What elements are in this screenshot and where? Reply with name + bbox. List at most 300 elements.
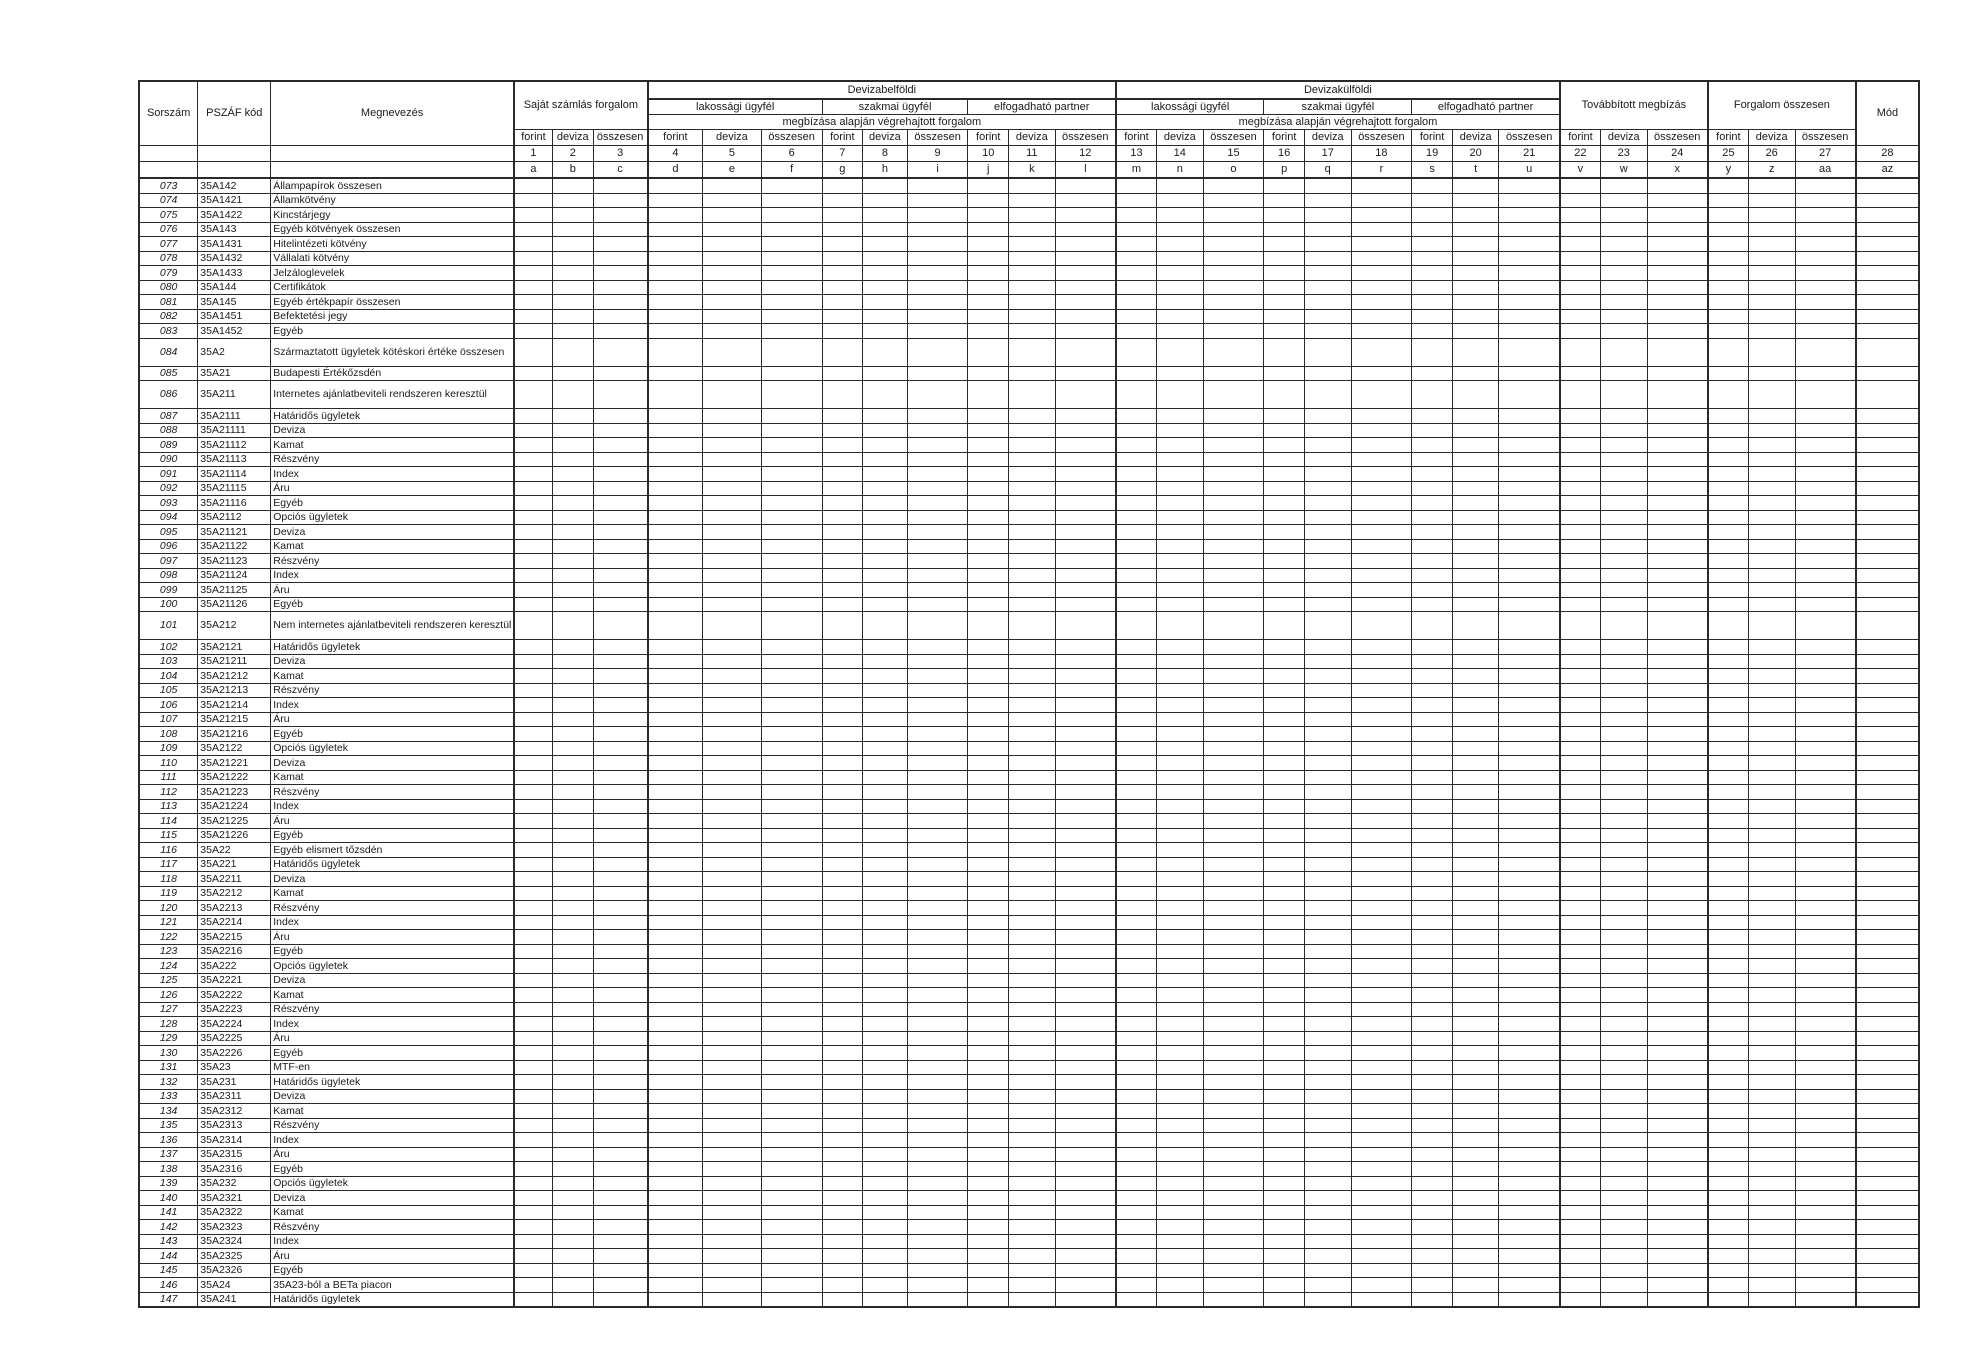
value-cell[interactable] [1009,872,1056,887]
value-cell[interactable] [1203,496,1264,511]
value-cell[interactable] [702,481,761,496]
value-cell[interactable] [702,467,761,482]
value-cell[interactable] [1856,366,1919,381]
value-cell[interactable] [863,409,908,424]
value-cell[interactable] [514,683,553,698]
value-cell[interactable] [1856,597,1919,612]
value-cell[interactable] [1600,1292,1647,1307]
value-cell[interactable] [1156,1017,1203,1032]
value-cell[interactable] [761,208,822,223]
value-cell[interactable] [1203,886,1264,901]
value-cell[interactable] [702,452,761,467]
value-cell[interactable] [1009,539,1056,554]
value-cell[interactable] [1600,1234,1647,1249]
value-cell[interactable] [1600,381,1647,409]
value-cell[interactable] [1009,295,1056,310]
value-cell[interactable] [1600,467,1647,482]
value-cell[interactable] [593,280,648,295]
value-cell[interactable] [1647,1104,1708,1119]
value-cell[interactable] [1304,1176,1351,1191]
value-cell[interactable] [1647,583,1708,598]
value-cell[interactable] [1412,193,1453,208]
value-cell[interactable] [702,237,761,252]
value-cell[interactable] [1203,930,1264,945]
value-cell[interactable] [1748,338,1795,366]
value-cell[interactable] [1203,338,1264,366]
value-cell[interactable] [1156,1278,1203,1293]
value-cell[interactable] [822,843,863,858]
value-cell[interactable] [514,381,553,409]
value-cell[interactable] [1600,799,1647,814]
value-cell[interactable] [1795,683,1856,698]
value-cell[interactable] [863,266,908,281]
value-cell[interactable] [593,1060,648,1075]
value-cell[interactable] [1116,683,1157,698]
value-cell[interactable] [1304,554,1351,569]
value-cell[interactable] [514,481,553,496]
value-cell[interactable] [1499,178,1560,193]
value-cell[interactable] [1009,324,1056,339]
value-cell[interactable] [1795,496,1856,511]
value-cell[interactable] [1499,915,1560,930]
value-cell[interactable] [1304,1002,1351,1017]
value-cell[interactable] [1304,438,1351,453]
value-cell[interactable] [1452,814,1499,829]
value-cell[interactable] [1412,770,1453,785]
value-cell[interactable] [1156,727,1203,742]
value-cell[interactable] [1452,452,1499,467]
value-cell[interactable] [1499,959,1560,974]
value-cell[interactable] [1412,712,1453,727]
value-cell[interactable] [1856,683,1919,698]
value-cell[interactable] [1708,640,1749,655]
value-cell[interactable] [1304,886,1351,901]
value-cell[interactable] [1499,1191,1560,1206]
value-cell[interactable] [648,973,703,988]
value-cell[interactable] [1708,510,1749,525]
value-cell[interactable] [593,669,648,684]
value-cell[interactable] [1560,1220,1601,1235]
value-cell[interactable] [1351,1031,1412,1046]
value-cell[interactable] [1452,423,1499,438]
value-cell[interactable] [648,756,703,771]
value-cell[interactable] [1055,712,1116,727]
value-cell[interactable] [863,1292,908,1307]
value-cell[interactable] [1116,193,1157,208]
value-cell[interactable] [863,554,908,569]
value-cell[interactable] [702,669,761,684]
value-cell[interactable] [1055,295,1116,310]
value-cell[interactable] [1264,785,1305,800]
value-cell[interactable] [1600,988,1647,1003]
value-cell[interactable] [1055,901,1116,916]
value-cell[interactable] [514,1263,553,1278]
value-cell[interactable] [1560,857,1601,872]
value-cell[interactable] [822,1278,863,1293]
value-cell[interactable] [514,973,553,988]
value-cell[interactable] [1499,698,1560,713]
value-cell[interactable] [1795,568,1856,583]
value-cell[interactable] [863,872,908,887]
value-cell[interactable] [1499,280,1560,295]
value-cell[interactable] [1560,843,1601,858]
value-cell[interactable] [1351,756,1412,771]
value-cell[interactable] [1560,944,1601,959]
value-cell[interactable] [1499,612,1560,640]
value-cell[interactable] [907,973,968,988]
value-cell[interactable] [1748,208,1795,223]
value-cell[interactable] [552,280,593,295]
value-cell[interactable] [1203,525,1264,540]
value-cell[interactable] [822,799,863,814]
value-cell[interactable] [968,266,1009,281]
value-cell[interactable] [1156,295,1203,310]
value-cell[interactable] [1412,1249,1453,1264]
value-cell[interactable] [1203,698,1264,713]
value-cell[interactable] [907,756,968,771]
value-cell[interactable] [514,1017,553,1032]
value-cell[interactable] [1264,828,1305,843]
value-cell[interactable] [1304,381,1351,409]
value-cell[interactable] [1351,266,1412,281]
value-cell[interactable] [822,1118,863,1133]
value-cell[interactable] [1009,1017,1056,1032]
value-cell[interactable] [1600,539,1647,554]
value-cell[interactable] [1795,266,1856,281]
value-cell[interactable] [702,525,761,540]
value-cell[interactable] [1009,712,1056,727]
value-cell[interactable] [648,423,703,438]
value-cell[interactable] [1156,266,1203,281]
value-cell[interactable] [1116,481,1157,496]
value-cell[interactable] [593,1002,648,1017]
value-cell[interactable] [1055,698,1116,713]
value-cell[interactable] [593,1118,648,1133]
value-cell[interactable] [822,525,863,540]
value-cell[interactable] [1499,1263,1560,1278]
value-cell[interactable] [1351,959,1412,974]
value-cell[interactable] [1708,612,1749,640]
value-cell[interactable] [1264,1104,1305,1119]
value-cell[interactable] [1795,1002,1856,1017]
value-cell[interactable] [1055,423,1116,438]
value-cell[interactable] [1055,193,1116,208]
value-cell[interactable] [1795,712,1856,727]
value-cell[interactable] [1055,799,1116,814]
value-cell[interactable] [1009,237,1056,252]
value-cell[interactable] [702,785,761,800]
value-cell[interactable] [1156,756,1203,771]
value-cell[interactable] [552,988,593,1003]
value-cell[interactable] [514,872,553,887]
value-cell[interactable] [1708,698,1749,713]
value-cell[interactable] [1748,1002,1795,1017]
value-cell[interactable] [1055,280,1116,295]
value-cell[interactable] [1856,886,1919,901]
value-cell[interactable] [593,1292,648,1307]
value-cell[interactable] [552,237,593,252]
value-cell[interactable] [863,208,908,223]
value-cell[interactable] [907,324,968,339]
value-cell[interactable] [1795,481,1856,496]
value-cell[interactable] [648,1205,703,1220]
value-cell[interactable] [1647,944,1708,959]
value-cell[interactable] [1055,1147,1116,1162]
value-cell[interactable] [1304,1133,1351,1148]
value-cell[interactable] [1055,510,1116,525]
value-cell[interactable] [514,1104,553,1119]
value-cell[interactable] [1795,1278,1856,1293]
value-cell[interactable] [1412,583,1453,598]
value-cell[interactable] [1708,409,1749,424]
value-cell[interactable] [1116,409,1157,424]
value-cell[interactable] [1748,266,1795,281]
value-cell[interactable] [1116,886,1157,901]
value-cell[interactable] [1748,828,1795,843]
value-cell[interactable] [761,1118,822,1133]
value-cell[interactable] [1351,930,1412,945]
value-cell[interactable] [1412,510,1453,525]
value-cell[interactable] [1009,886,1056,901]
value-cell[interactable] [907,1176,968,1191]
value-cell[interactable] [761,1104,822,1119]
value-cell[interactable] [1560,1046,1601,1061]
value-cell[interactable] [907,857,968,872]
value-cell[interactable] [593,1104,648,1119]
value-cell[interactable] [1499,1176,1560,1191]
value-cell[interactable] [1264,583,1305,598]
value-cell[interactable] [1264,1031,1305,1046]
value-cell[interactable] [822,366,863,381]
value-cell[interactable] [968,381,1009,409]
value-cell[interactable] [968,409,1009,424]
value-cell[interactable] [514,266,553,281]
value-cell[interactable] [1856,756,1919,771]
value-cell[interactable] [593,901,648,916]
value-cell[interactable] [702,1249,761,1264]
value-cell[interactable] [1412,785,1453,800]
value-cell[interactable] [1351,539,1412,554]
value-cell[interactable] [1203,554,1264,569]
value-cell[interactable] [1264,324,1305,339]
value-cell[interactable] [1499,712,1560,727]
value-cell[interactable] [1412,309,1453,324]
value-cell[interactable] [1748,959,1795,974]
value-cell[interactable] [1647,539,1708,554]
value-cell[interactable] [1412,872,1453,887]
value-cell[interactable] [648,467,703,482]
value-cell[interactable] [1600,1046,1647,1061]
value-cell[interactable] [968,612,1009,640]
value-cell[interactable] [1748,510,1795,525]
value-cell[interactable] [1351,843,1412,858]
value-cell[interactable] [1156,525,1203,540]
value-cell[interactable] [1708,654,1749,669]
value-cell[interactable] [1856,1292,1919,1307]
value-cell[interactable] [968,1234,1009,1249]
value-cell[interactable] [1412,1263,1453,1278]
value-cell[interactable] [648,1162,703,1177]
value-cell[interactable] [761,930,822,945]
value-cell[interactable] [648,683,703,698]
value-cell[interactable] [863,309,908,324]
value-cell[interactable] [1452,208,1499,223]
value-cell[interactable] [1412,237,1453,252]
value-cell[interactable] [1304,338,1351,366]
value-cell[interactable] [1116,309,1157,324]
value-cell[interactable] [968,452,1009,467]
value-cell[interactable] [1748,568,1795,583]
value-cell[interactable] [1116,438,1157,453]
value-cell[interactable] [514,583,553,598]
value-cell[interactable] [1412,988,1453,1003]
value-cell[interactable] [1351,654,1412,669]
value-cell[interactable] [1499,1249,1560,1264]
value-cell[interactable] [1156,381,1203,409]
value-cell[interactable] [1452,654,1499,669]
value-cell[interactable] [593,309,648,324]
value-cell[interactable] [1116,741,1157,756]
value-cell[interactable] [1647,366,1708,381]
value-cell[interactable] [1795,814,1856,829]
value-cell[interactable] [1795,554,1856,569]
value-cell[interactable] [1560,1118,1601,1133]
value-cell[interactable] [1708,741,1749,756]
value-cell[interactable] [1412,1220,1453,1235]
value-cell[interactable] [1856,654,1919,669]
value-cell[interactable] [514,452,553,467]
value-cell[interactable] [1560,828,1601,843]
value-cell[interactable] [1116,366,1157,381]
value-cell[interactable] [552,1147,593,1162]
value-cell[interactable] [1452,554,1499,569]
value-cell[interactable] [968,843,1009,858]
value-cell[interactable] [1304,785,1351,800]
value-cell[interactable] [1647,1017,1708,1032]
value-cell[interactable] [1156,959,1203,974]
value-cell[interactable] [1156,799,1203,814]
value-cell[interactable] [968,1060,1009,1075]
value-cell[interactable] [1412,1118,1453,1133]
value-cell[interactable] [648,568,703,583]
value-cell[interactable] [1795,1292,1856,1307]
value-cell[interactable] [1560,814,1601,829]
value-cell[interactable] [1708,266,1749,281]
value-cell[interactable] [968,583,1009,598]
value-cell[interactable] [1264,1017,1305,1032]
value-cell[interactable] [1647,467,1708,482]
value-cell[interactable] [1351,828,1412,843]
value-cell[interactable] [1560,698,1601,713]
value-cell[interactable] [1708,872,1749,887]
value-cell[interactable] [648,1191,703,1206]
value-cell[interactable] [907,944,968,959]
value-cell[interactable] [1748,915,1795,930]
value-cell[interactable] [1708,568,1749,583]
value-cell[interactable] [1055,988,1116,1003]
value-cell[interactable] [1856,1046,1919,1061]
value-cell[interactable] [1647,901,1708,916]
value-cell[interactable] [514,1133,553,1148]
value-cell[interactable] [1452,901,1499,916]
value-cell[interactable] [1009,381,1056,409]
value-cell[interactable] [1647,295,1708,310]
value-cell[interactable] [552,654,593,669]
value-cell[interactable] [822,309,863,324]
value-cell[interactable] [1116,222,1157,237]
value-cell[interactable] [1264,770,1305,785]
value-cell[interactable] [863,1017,908,1032]
value-cell[interactable] [552,266,593,281]
value-cell[interactable] [1351,741,1412,756]
value-cell[interactable] [1203,1060,1264,1075]
value-cell[interactable] [761,828,822,843]
value-cell[interactable] [1351,467,1412,482]
value-cell[interactable] [1412,280,1453,295]
value-cell[interactable] [648,886,703,901]
value-cell[interactable] [761,1191,822,1206]
value-cell[interactable] [1264,683,1305,698]
value-cell[interactable] [822,381,863,409]
value-cell[interactable] [514,1118,553,1133]
value-cell[interactable] [1795,324,1856,339]
value-cell[interactable] [1748,583,1795,598]
value-cell[interactable] [1452,237,1499,252]
value-cell[interactable] [1412,843,1453,858]
value-cell[interactable] [1304,1118,1351,1133]
value-cell[interactable] [702,770,761,785]
value-cell[interactable] [648,959,703,974]
value-cell[interactable] [1708,338,1749,366]
value-cell[interactable] [1647,785,1708,800]
value-cell[interactable] [1748,1249,1795,1264]
value-cell[interactable] [593,915,648,930]
value-cell[interactable] [1560,251,1601,266]
value-cell[interactable] [761,872,822,887]
value-cell[interactable] [907,381,968,409]
value-cell[interactable] [1748,741,1795,756]
value-cell[interactable] [1351,324,1412,339]
value-cell[interactable] [648,280,703,295]
value-cell[interactable] [1856,973,1919,988]
value-cell[interactable] [1795,1046,1856,1061]
value-cell[interactable] [1452,799,1499,814]
value-cell[interactable] [648,612,703,640]
value-cell[interactable] [863,1118,908,1133]
value-cell[interactable] [822,944,863,959]
value-cell[interactable] [1452,1133,1499,1148]
value-cell[interactable] [1264,1249,1305,1264]
value-cell[interactable] [552,727,593,742]
value-cell[interactable] [648,872,703,887]
value-cell[interactable] [514,640,553,655]
value-cell[interactable] [907,698,968,713]
value-cell[interactable] [702,741,761,756]
value-cell[interactable] [1795,756,1856,771]
value-cell[interactable] [1304,539,1351,554]
value-cell[interactable] [1748,1118,1795,1133]
value-cell[interactable] [1499,741,1560,756]
value-cell[interactable] [1647,959,1708,974]
value-cell[interactable] [514,409,553,424]
value-cell[interactable] [907,266,968,281]
value-cell[interactable] [1304,1234,1351,1249]
value-cell[interactable] [648,1060,703,1075]
value-cell[interactable] [1600,597,1647,612]
value-cell[interactable] [907,1249,968,1264]
value-cell[interactable] [822,1104,863,1119]
value-cell[interactable] [1560,295,1601,310]
